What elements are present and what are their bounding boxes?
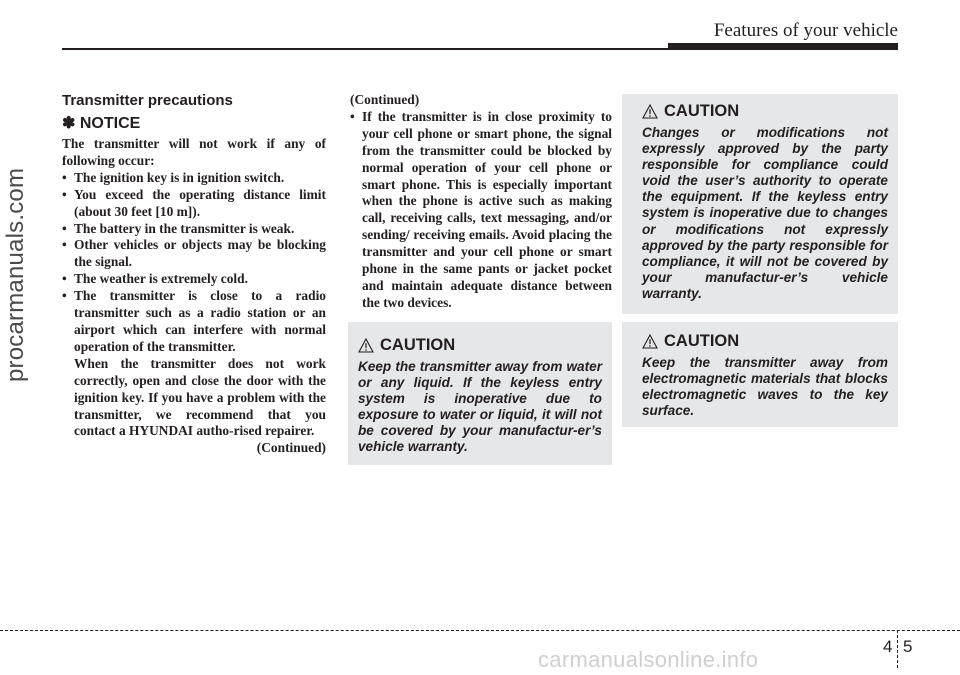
caution-text: Changes or modifications not expressly approved by the party responsible for compliance could void the user’s authority to operate the equipment. If the keyless entry system is inoperative due to changes or modifications not expressly approved by the party responsible for compliance, it will not be covered by your manufactur-er’s vehicle warranty. (642, 125, 888, 301)
middle-column (350, 92, 612, 312)
caution-box-water (348, 322, 612, 465)
caution-title: CAUTION (664, 332, 740, 350)
caution-text: Keep the transmitter away from electromagnetic materials that blocks electromagnetic waves to the key surface. (642, 355, 888, 419)
page-number-separator (897, 630, 898, 668)
list-item: • The ignition key is in ignition switch. (62, 169, 285, 185)
warning-triangle-icon (642, 334, 658, 349)
continued-label: (Continued) (350, 92, 420, 107)
header-title: Features of your vehicle (713, 20, 898, 41)
notice-title: ✽ NOTICE (62, 115, 141, 132)
list-item: • The transmitter is close to a radio transmitter such as a radio station or an airport which can interfere with normal operation of the transmitter. (62, 288, 326, 354)
header-accent-bar (668, 43, 898, 49)
chapter-number: 4 (883, 637, 893, 656)
caution-box-electromagnetic (622, 322, 898, 427)
continued-bullet-list (350, 109, 612, 312)
footer-watermark: carmanualsonline.info (538, 647, 759, 672)
warning-triangle-icon (358, 338, 374, 353)
notice-body (62, 136, 326, 457)
caution-title: CAUTION (664, 102, 740, 120)
notice-intro: The transmitter will not work if any of following occur: (62, 136, 326, 168)
continued-label: (Continued) (256, 440, 326, 456)
section-title: Transmitter precautions (62, 92, 233, 109)
notice-followup: When the transmitter does not work correctly, open and close the door with the ignition key. If you have a problem with the transmitter, we recommend that you contact a HYUNDAI autho-rised repairer. (74, 355, 326, 439)
page-number: 5 (903, 637, 913, 656)
warning-triangle-icon (642, 104, 658, 119)
caution-title: CAUTION (380, 336, 456, 354)
notice-bullet-list (62, 170, 326, 356)
caution-text: Keep the transmitter away from water or any liquid. If the keyless entry system is inoperative due to exposure to water or liquid, it will not be covered by your manufactur-er’s vehicle warranty. (358, 359, 602, 455)
list-item: • Other vehicles or objects may be blocking the signal. (62, 237, 326, 270)
list-item: • The battery in the transmitter is weak. (62, 220, 295, 236)
left-column (62, 92, 326, 457)
list-item: • You exceed the operating distance limit (about 30 feet [10 m]). (62, 186, 326, 219)
side-watermark: procarmanuals.com (2, 167, 29, 382)
caution-box-modifications (622, 94, 898, 314)
list-item: • If the transmitter is in close proximity to your cell phone or smart phone, the signal from the transmitter could be blocked by normal operation of your cell phone or smart phone. This is especially important when the phone is active such as making call, receiving calls, text messaging, and/or sending/ receiving emails. Avoid placing the transmitter and your cell phone or smart phone in the same pants or jacket pocket and maintain adequate distance between the two devices. (350, 108, 612, 310)
list-item: • The weather is extremely cold. (62, 271, 248, 287)
footer-rule (0, 630, 960, 631)
